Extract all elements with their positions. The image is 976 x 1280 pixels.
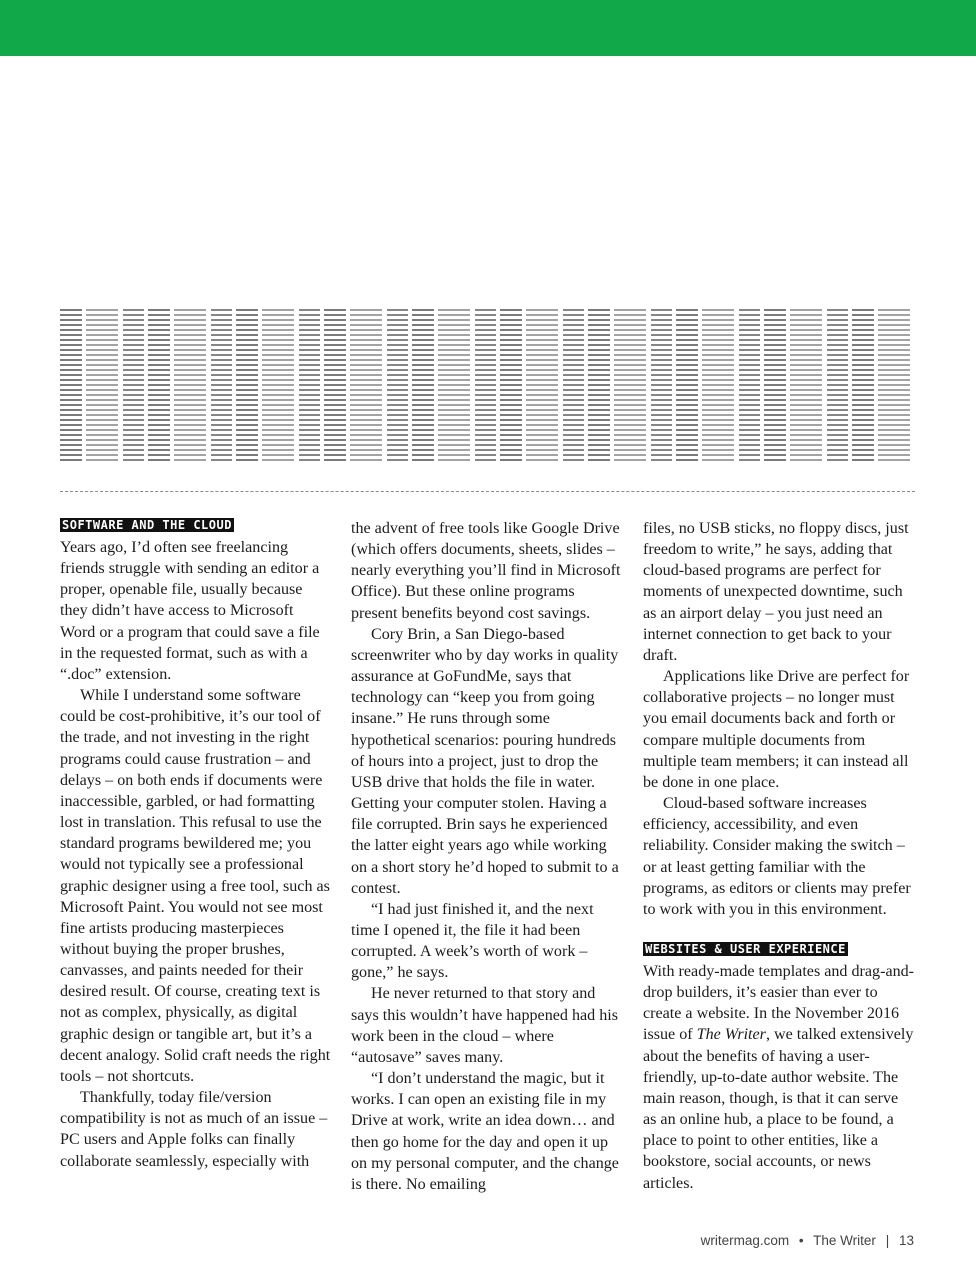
page-number: 13 xyxy=(898,1233,914,1248)
section-heading-software: SOFTWARE AND THE CLOUD xyxy=(62,518,232,532)
paragraph: He never returned to that story and says this wouldn’t have happened had his work been in the cloud – where “autosave” saves many. xyxy=(351,985,618,1066)
article-column-2 xyxy=(351,518,623,1195)
dashed-divider xyxy=(60,491,915,492)
paragraph: Cory Brin, a San Diego-based screenwriter who by day works in quality assurance at GoFundMe, says that technology can “keep you from going insane.” He runs through some hypothetical scenarios: pouring hundreds of hours into a project, just to drop the USB drive that holds the file in water. Getting your computer stolen. Having a file corrupted. Brin says he experienced the latter eight years ago while working on a short story he’d hoped to submit to a contest. xyxy=(351,625,619,897)
decorative-code-graphic xyxy=(60,309,915,461)
page-footer xyxy=(640,1233,914,1248)
paragraph: While I understand some software could be cost-prohibitive, it’s our tool of the trade, and not investing in the right programs could cause frustration – and delays – on both ends if documents were inaccessible, garbled, or had formatting lost in translation. This refusal to use the standard programs bewildered me; you would not typically see a professional graphic designer using a free tool, such as Microsoft Paint. You would not see most fine artists producing masterpieces without buying the proper brushes, canvasses, and paints needed for their desired result. Of course, creating text is not as complex, physically, as digital graphic design or tangible art, but it’s a decent analogy. Solid craft needs the right tools – not shortcuts. xyxy=(60,687,331,1085)
paragraph: the advent of free tools like Google Drive (which offers documents, sheets, slides – nearly everything you’ll find in Microsoft Office). But these online programs present benefits beyond cost savings. xyxy=(351,520,621,622)
paragraph: “I had just finished it, and the next time I opened it, the file it had been corrupted. A week’s worth of work – gone,” he says. xyxy=(351,900,594,982)
paragraph xyxy=(643,961,915,1194)
section-heading-websites: WEBSITES & USER EXPERIENCE xyxy=(645,941,846,956)
article-column-3 xyxy=(643,518,915,1194)
footer-magazine: The Writer xyxy=(813,1233,876,1248)
article-column-1 xyxy=(60,518,332,1172)
paragraph: Years ago, I’d often see freelancing friends struggle with sending an editor a proper, openable file, usually because they didn’t have access to Microsoft Word or a program that could save a file in the requested format, such as with a “.doc” extension. xyxy=(60,539,320,683)
paragraph: Thankfully, today file/version compatibility is not as much of an issue – PC users and Apple folks can finally collaborate seamlessly, especially with xyxy=(60,1089,328,1170)
footer-bullet: • xyxy=(798,1233,804,1248)
footer-divider: | xyxy=(885,1233,890,1248)
top-color-band xyxy=(0,0,976,56)
paragraph: Cloud-based software increases efficiency, accessibility, and even reliability. Consider making the switch – or at least getting familiar with the programs, as editors or clients may prefer to work with you in this environment. xyxy=(643,795,911,918)
paragraph-text: With ready-made templates and drag-and-drop builders, it’s easier than ever to create a website. In the November 2016 issue of xyxy=(643,962,915,1044)
footer-site: writermag.com xyxy=(700,1233,790,1248)
magazine-title-italic: The Writer xyxy=(696,1026,766,1044)
paragraph: “I don’t understand the magic, but it works. I can open an existing file in my Drive at work, write an idea down… and then go home for the day and open it up on my personal computer, and the change is there. No emailing xyxy=(351,1070,619,1193)
paragraph: files, no USB sticks, no floppy discs, just freedom to write,” he says, adding that cloud-based programs are perfect for moments of unexpected downtime, such as an airport delay – you just need an internet connection to get back to your draft. xyxy=(643,520,909,664)
paragraph: Applications like Drive are perfect for collaborative projects – no longer must you email documents back and forth or compare multiple documents from multiple team members; it can instead all be done in one place. xyxy=(643,668,910,791)
paragraph-text: , we talked extensively about the benefits of having a user-friendly, up-to-date author website. The main reason, though, is that it can serve as an online hub, a place to be found, a place to point to other entities, like a bookstore, social accounts, or news articles. xyxy=(643,1026,914,1192)
